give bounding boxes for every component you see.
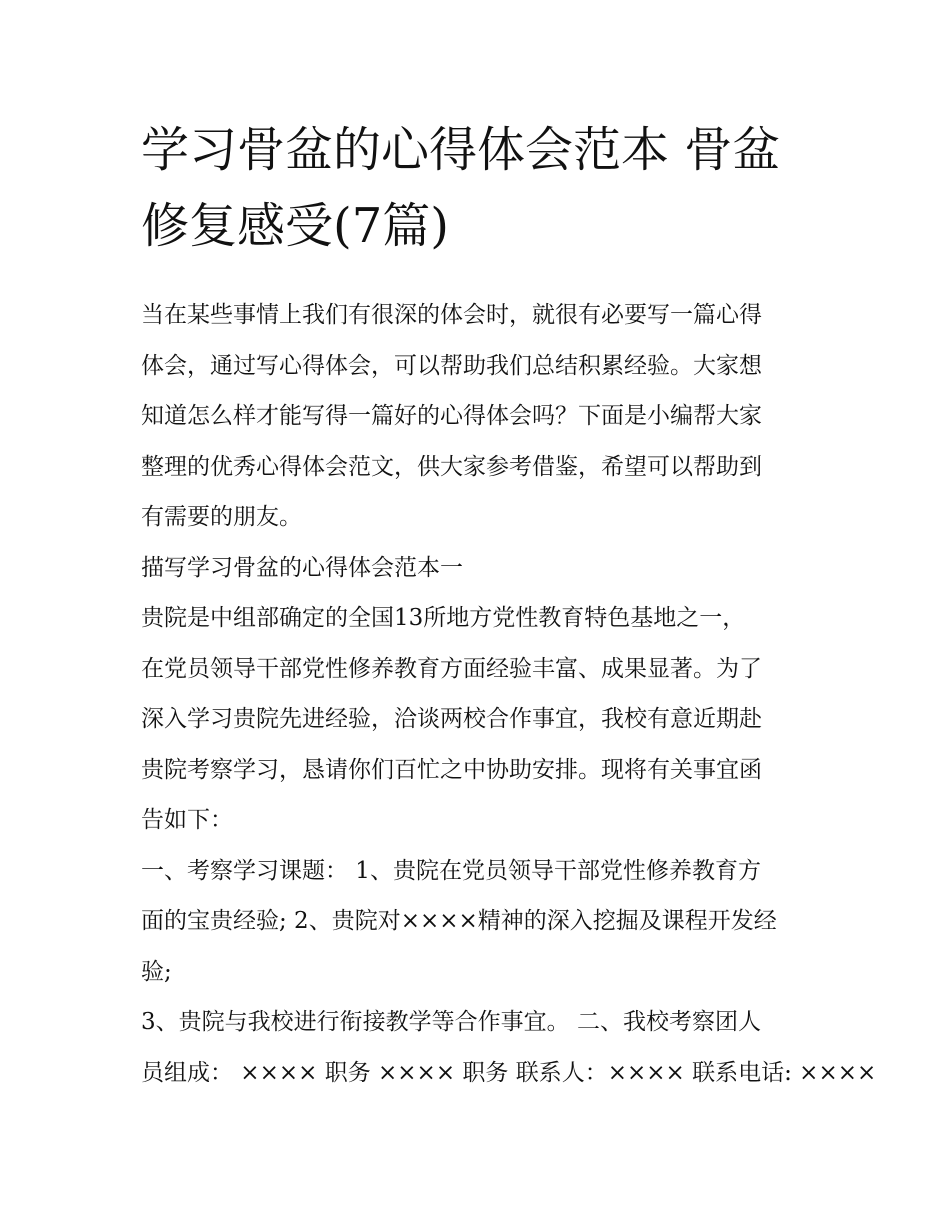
text-line: 员组成： ×××× 职务 ×××× 职务 联系人：×××× 联系电话: ×××× <box>141 1059 877 1086</box>
text-line: 一、考察学习课题： 1、贵院在党员领导干部党性修养教育方 <box>141 857 761 884</box>
text-line: 验; <box>141 958 172 985</box>
text-line: 深入学习贵院先进经验，洽谈两校合作事宜，我校有意近期赴 <box>141 706 762 732</box>
text-line: 3、贵院与我校进行衔接教学等合作事宜。 二、我校考察团人 <box>141 1009 761 1035</box>
document-body <box>141 290 877 1098</box>
text-line: 贵院考察学习，恳请你们百忙之中协助安排。现将有关事宜函 <box>141 756 762 783</box>
letter-paragraph <box>141 593 813 846</box>
text-line: 知道怎么样才能写得一篇好的心得体会吗？下面是小编帮大家 <box>141 403 762 429</box>
title-line: 学习骨盆的心得体会范本 骨盆 <box>141 122 781 178</box>
title-line: 修复感受(7篇) <box>141 198 449 254</box>
topic-paragraph <box>141 846 813 998</box>
text-line: 面的宝贵经验; 2、贵院对××××精神的深入挖掘及课程开发经 <box>141 908 777 934</box>
text-line: 告如下： <box>141 807 233 833</box>
text-line: 有需要的朋友。 <box>141 504 302 530</box>
section-heading <box>141 543 813 594</box>
text-line: 在党员领导干部党性修养教育方面经验丰富、成果显著。为了 <box>141 655 762 682</box>
text-line: 描写学习骨盆的心得体会范本一 <box>141 554 463 581</box>
text-line: 整理的优秀心得体会范文，供大家参考借鉴，希望可以帮助到 <box>141 453 762 480</box>
intro-paragraph <box>141 290 813 543</box>
document-page <box>141 112 877 1098</box>
text-line: 贵院是中组部确定的全国13所地方党性教育特色基地之一， <box>141 605 746 631</box>
text-line: 体会，通过写心得体会，可以帮助我们总结积累经验。大家想 <box>141 352 762 379</box>
member-paragraph <box>141 997 877 1098</box>
document-title <box>141 112 813 264</box>
text-line: 当在某些事情上我们有很深的体会时，就很有必要写一篇心得 <box>141 302 762 328</box>
